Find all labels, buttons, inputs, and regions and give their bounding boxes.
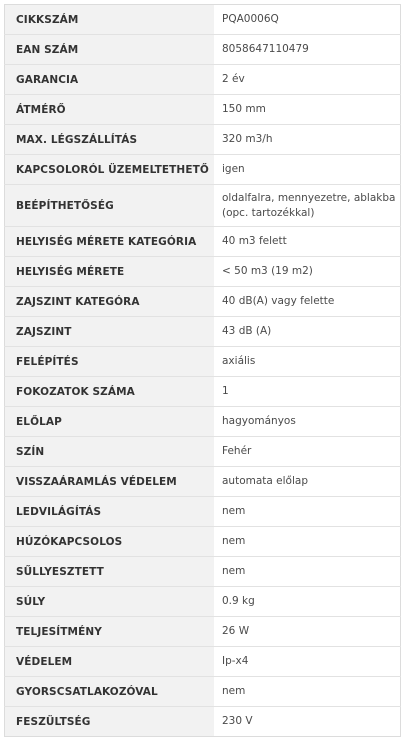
spec-row-szin	[5, 437, 401, 467]
spec-label: FELÉPÍTÉS	[5, 347, 215, 377]
spec-row-helyiseg-merete	[5, 257, 401, 287]
spec-label: SÚLY	[5, 587, 215, 617]
spec-label: KAPCSOLORÓL ÜZEMELTETHETŐ	[5, 155, 215, 185]
spec-label: ZAJSZINT KATEGÓRA	[5, 287, 215, 317]
spec-label: EAN SZÁM	[5, 35, 215, 65]
spec-label: HÚZÓKAPCSOLOS	[5, 527, 215, 557]
spec-value: axiális	[214, 347, 401, 377]
spec-label: CIKKSZÁM	[5, 5, 215, 35]
spec-label: SŰLLYESZTETT	[5, 557, 215, 587]
spec-row-beepithetoseg	[5, 185, 401, 227]
spec-row-felepites	[5, 347, 401, 377]
spec-value: Ip-x4	[214, 647, 401, 677]
spec-row-fokozatok	[5, 377, 401, 407]
spec-label: GARANCIA	[5, 65, 215, 95]
product-spec-table	[4, 4, 401, 737]
spec-label: BEÉPÍTHETŐSÉG	[5, 185, 215, 227]
spec-row-zajszint-kategoria	[5, 287, 401, 317]
spec-row-garancia	[5, 65, 401, 95]
spec-label: MAX. LÉGSZÁLLÍTÁS	[5, 125, 215, 155]
spec-row-visszaaramlas	[5, 467, 401, 497]
spec-label: LEDVILÁGÍTÁS	[5, 497, 215, 527]
spec-label: VISSZAÁRAMLÁS VÉDELEM	[5, 467, 215, 497]
spec-value: nem	[214, 497, 401, 527]
spec-row-elolap	[5, 407, 401, 437]
spec-row-ledvilagitas	[5, 497, 401, 527]
spec-row-kapcsolo	[5, 155, 401, 185]
spec-value: 320 m3/h	[214, 125, 401, 155]
spec-row-huzokapcsolos	[5, 527, 401, 557]
spec-value: nem	[214, 527, 401, 557]
spec-label: SZÍN	[5, 437, 215, 467]
spec-value: automata előlap	[214, 467, 401, 497]
spec-value: 43 dB (A)	[214, 317, 401, 347]
spec-label: TELJESÍTMÉNY	[5, 617, 215, 647]
spec-label: ZAJSZINT	[5, 317, 215, 347]
spec-label: GYORSCSATLAKOZÓVAL	[5, 677, 215, 707]
spec-label: ELŐLAP	[5, 407, 215, 437]
spec-label: VÉDELEM	[5, 647, 215, 677]
spec-value: nem	[214, 677, 401, 707]
spec-value: oldalfalra, mennyezetre, ablakba (opc. tartozékkal)	[214, 185, 401, 227]
spec-value: Fehér	[214, 437, 401, 467]
spec-row-vedelem	[5, 647, 401, 677]
spec-row-zajszint	[5, 317, 401, 347]
spec-label: HELYISÉG MÉRETE KATEGÓRIA	[5, 227, 215, 257]
spec-row-legszallitas	[5, 125, 401, 155]
spec-value: nem	[214, 557, 401, 587]
spec-value: 40 m3 felett	[214, 227, 401, 257]
spec-row-feszultseg	[5, 707, 401, 737]
spec-row-gyorscsatlakozo	[5, 677, 401, 707]
spec-value: 150 mm	[214, 95, 401, 125]
spec-value: 26 W	[214, 617, 401, 647]
spec-value: PQA0006Q	[214, 5, 401, 35]
spec-label: ÁTMÉRŐ	[5, 95, 215, 125]
spec-value: igen	[214, 155, 401, 185]
spec-value: < 50 m3 (19 m2)	[214, 257, 401, 287]
spec-row-helyiseg-kategoria	[5, 227, 401, 257]
spec-value: 8058647110479	[214, 35, 401, 65]
spec-row-sullyesztett	[5, 557, 401, 587]
spec-value: hagyományos	[214, 407, 401, 437]
spec-value: 2 év	[214, 65, 401, 95]
spec-value: 230 V	[214, 707, 401, 737]
spec-row-atmero	[5, 95, 401, 125]
spec-row-suly	[5, 587, 401, 617]
spec-label: HELYISÉG MÉRETE	[5, 257, 215, 287]
spec-value: 40 dB(A) vagy felette	[214, 287, 401, 317]
spec-label: FOKOZATOK SZÁMA	[5, 377, 215, 407]
spec-value: 1	[214, 377, 401, 407]
spec-label: FESZÜLTSÉG	[5, 707, 215, 737]
spec-value: 0.9 kg	[214, 587, 401, 617]
spec-row-ean	[5, 35, 401, 65]
spec-row-teljesitmeny	[5, 617, 401, 647]
spec-row-cikkszam	[5, 5, 401, 35]
